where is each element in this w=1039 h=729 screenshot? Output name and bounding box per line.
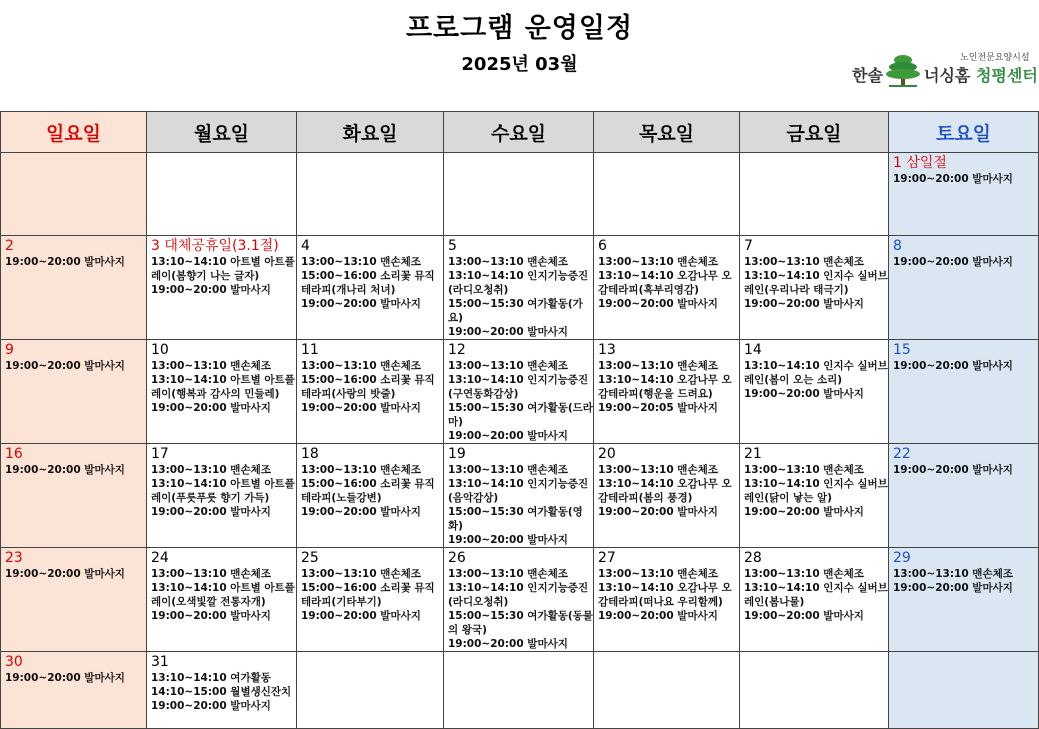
day-number: 11 (301, 342, 319, 358)
day-number: 5 (448, 238, 457, 254)
weekday-header: 화요일 (297, 112, 444, 153)
day-number: 24 (151, 550, 169, 566)
calendar-day-cell (740, 236, 889, 340)
day-number: 10 (151, 342, 169, 358)
day-events: 13:00~13:10 맨손체조 13:10~14:10 오감나무 오감테라피(행운을 드려요) 19:00~20:05 발마사지 (598, 360, 732, 414)
monthly-calendar (0, 111, 1039, 729)
calendar-day-cell (889, 236, 1039, 340)
day-events: 13:00~13:10 맨손체조 13:10~14:10 오감나무 오감테라피(봄의 풍경) 19:00~20:00 발마사지 (598, 464, 732, 518)
day-number: 3 (151, 238, 160, 254)
day-number: 22 (893, 446, 911, 462)
calendar-day-cell (740, 153, 889, 236)
weekday-header: 금요일 (740, 112, 889, 153)
calendar-day-cell (147, 652, 297, 729)
weekday-header: 수요일 (444, 112, 594, 153)
logo-accent-text: 청평센터 (975, 66, 1038, 85)
day-number: 9 (5, 342, 14, 358)
calendar-day-cell (594, 444, 740, 548)
calendar-week-row (1, 153, 1039, 236)
day-events: 13:00~13:10 맨손체조 13:10~14:10 아트별 아트플레이(푸릇푸릇 향기 가득) 19:00~20:00 발마사지 (151, 464, 295, 518)
calendar-day-cell (147, 548, 297, 652)
day-events: 13:10~14:10 인지수 실버브레인(봄이 오는 소리) 19:00~20:00 발마사지 (744, 360, 888, 400)
day-number: 7 (744, 238, 753, 254)
day-events: 13:00~13:10 맨손체조 13:10~14:10 오감나무 오감테라피(흑부리영감) 19:00~20:00 발마사지 (598, 256, 732, 310)
day-number: 6 (598, 238, 607, 254)
day-events: 13:00~13:10 맨손체조 13:10~14:10 인지기능증진(라디오청취) 15:00~15:30 여가활동(가요) 19:00~20:00 발마사지 (448, 256, 589, 338)
day-events: 13:00~13:10 맨손체조 19:00~20:00 발마사지 (893, 568, 1013, 594)
calendar-day-cell (889, 548, 1039, 652)
day-events: 13:00~13:10 맨손체조 13:10~14:10 인지수 실버브레인(우리나라 태극기) 19:00~20:00 발마사지 (744, 256, 888, 310)
calendar-day-cell (1, 340, 147, 444)
day-number: 14 (744, 342, 762, 358)
day-events: 19:00~20:00 발마사지 (5, 464, 125, 476)
day-number: 17 (151, 446, 169, 462)
logo-small-text: 노인전문요양시설 (960, 53, 1030, 63)
calendar-day-cell (889, 652, 1039, 729)
calendar-day-cell (740, 340, 889, 444)
calendar-day-cell (594, 340, 740, 444)
calendar-day-cell (740, 652, 889, 729)
day-number: 27 (598, 550, 616, 566)
day-number: 2 (5, 238, 14, 254)
day-events: 13:00~13:10 맨손체조 13:10~14:10 인지기능증진(라디오청취) 15:00~15:30 여가활동(동물의 왕국) 19:00~20:00 발마사지 (448, 568, 593, 650)
day-events: 19:00~20:00 발마사지 (893, 464, 1013, 476)
calendar-day-cell (147, 236, 297, 340)
day-number: 26 (448, 550, 466, 566)
day-events: 13:00~13:10 맨손체조 15:00~16:00 소리꽃 뮤직테라피(사랑의 밧줄) 19:00~20:00 발마사지 (301, 360, 435, 414)
calendar-day-cell (297, 340, 444, 444)
holiday-label: 대체공휴일(3.1절) (164, 238, 279, 254)
calendar-week-row (1, 340, 1039, 444)
calendar-day-cell (147, 340, 297, 444)
calendar-day-cell (147, 444, 297, 548)
calendar-day-cell (889, 153, 1039, 236)
day-events: 13:00~13:10 맨손체조 13:10~14:10 인지수 실버브레인(봄나물) 19:00~20:00 발마사지 (744, 568, 888, 622)
day-number: 19 (448, 446, 466, 462)
day-events: 13:00~13:10 맨손체조 13:10~14:10 아트별 아트플레이(행복과 감사의 민들레) 19:00~20:00 발마사지 (151, 360, 295, 414)
calendar-week-row (1, 444, 1039, 548)
calendar-day-cell (297, 548, 444, 652)
calendar-day-cell (740, 548, 889, 652)
calendar-day-cell (594, 153, 740, 236)
day-events: 13:10~14:10 아트별 아트플레이(봄향기 나는 글자) 19:00~20:00 발마사지 (151, 256, 295, 296)
day-number: 20 (598, 446, 616, 462)
calendar-day-cell (594, 548, 740, 652)
day-events: 19:00~20:00 발마사지 (893, 173, 1013, 185)
calendar-day-cell (297, 652, 444, 729)
calendar-week-row (1, 652, 1039, 729)
calendar-day-cell (297, 153, 444, 236)
calendar-day-cell (1, 652, 147, 729)
day-number: 30 (5, 654, 23, 670)
day-events: 13:00~13:10 맨손체조 13:10~14:10 인지수 실버브레인(닭이 낳는 알) 19:00~20:00 발마사지 (744, 464, 888, 518)
calendar-day-cell (1, 444, 147, 548)
calendar-day-cell (297, 236, 444, 340)
calendar-day-cell (147, 153, 297, 236)
day-events: 13:00~13:10 맨손체조 13:10~14:10 인지기능증진(음악감상) 15:00~15:30 여가활동(영화) 19:00~20:00 발마사지 (448, 464, 589, 546)
day-number: 16 (5, 446, 23, 462)
calendar-day-cell (444, 340, 594, 444)
center-logo (852, 50, 1038, 90)
calendar-day-cell (594, 236, 740, 340)
calendar-day-cell (1, 153, 147, 236)
day-number: 21 (744, 446, 762, 462)
weekday-header: 일요일 (1, 112, 147, 153)
day-events: 19:00~20:00 발마사지 (5, 568, 125, 580)
day-events: 19:00~20:00 발마사지 (5, 672, 125, 684)
day-number: 4 (301, 238, 310, 254)
day-events: 19:00~20:00 발마사지 (893, 256, 1013, 268)
day-number: 12 (448, 342, 466, 358)
weekday-header-row (1, 112, 1039, 153)
calendar-day-cell (444, 652, 594, 729)
day-events: 13:00~13:10 맨손체조 15:00~16:00 소리꽃 뮤직테라피(개나리 처녀) 19:00~20:00 발마사지 (301, 256, 435, 310)
day-number: 13 (598, 342, 616, 358)
day-number: 31 (151, 654, 169, 670)
logo-left-text: 한솔 (852, 66, 883, 85)
day-events: 19:00~20:00 발마사지 (5, 256, 125, 268)
page-title: 프로그램 운영일정 (405, 13, 634, 44)
day-number: 15 (893, 342, 911, 358)
day-number: 8 (893, 238, 902, 254)
day-events: 13:00~13:10 맨손체조 15:00~16:00 소리꽃 뮤직테라피(노들강변) 19:00~20:00 발마사지 (301, 464, 435, 518)
day-events: 13:10~14:10 여가활동 14:10~15:00 월별생신잔치 19:00~20:00 발마사지 (151, 672, 292, 712)
day-events: 19:00~20:00 발마사지 (5, 360, 125, 372)
calendar-day-cell (444, 444, 594, 548)
page-subtitle: 2025년 03월 (461, 54, 578, 75)
day-events: 19:00~20:00 발마사지 (893, 360, 1013, 372)
calendar-day-cell (1, 548, 147, 652)
day-events: 13:00~13:10 맨손체조 13:10~14:10 오감나무 오감테라피(떠나요 우리함께) 19:00~20:00 발마사지 (598, 568, 732, 622)
weekday-header: 목요일 (594, 112, 740, 153)
day-number: 28 (744, 550, 762, 566)
calendar-day-cell (594, 652, 740, 729)
logo-right-text: 너싱홈 청평센터 (924, 66, 1038, 85)
calendar-day-cell (740, 444, 889, 548)
tree-icon (885, 52, 921, 88)
calendar-day-cell (444, 153, 594, 236)
calendar-day-cell (889, 340, 1039, 444)
day-number: 29 (893, 550, 911, 566)
weekday-header: 토요일 (889, 112, 1039, 153)
day-number: 25 (301, 550, 319, 566)
calendar-day-cell (1, 236, 147, 340)
holiday-label: 삼일절 (906, 155, 947, 171)
day-number: 18 (301, 446, 319, 462)
day-number: 23 (5, 550, 23, 566)
calendar-week-row (1, 548, 1039, 652)
weekday-header: 월요일 (147, 112, 297, 153)
calendar-day-cell (444, 236, 594, 340)
calendar-day-cell (444, 548, 594, 652)
calendar-day-cell (297, 444, 444, 548)
day-events: 13:00~13:10 맨손체조 13:10~14:10 인지기능증진(구연동화감상) 15:00~15:30 여가활동(드라마) 19:00~20:00 발마사지 (448, 360, 593, 442)
day-events: 13:00~13:10 맨손체조 13:10~14:10 아트별 아트플레이(오색빛깔 전통자개) 19:00~20:00 발마사지 (151, 568, 295, 622)
day-events: 13:00~13:10 맨손체조 15:00~16:00 소리꽃 뮤직테라피(기타부기) 19:00~20:00 발마사지 (301, 568, 435, 622)
day-number: 1 (893, 155, 902, 171)
calendar-week-row (1, 236, 1039, 340)
calendar-day-cell (889, 444, 1039, 548)
